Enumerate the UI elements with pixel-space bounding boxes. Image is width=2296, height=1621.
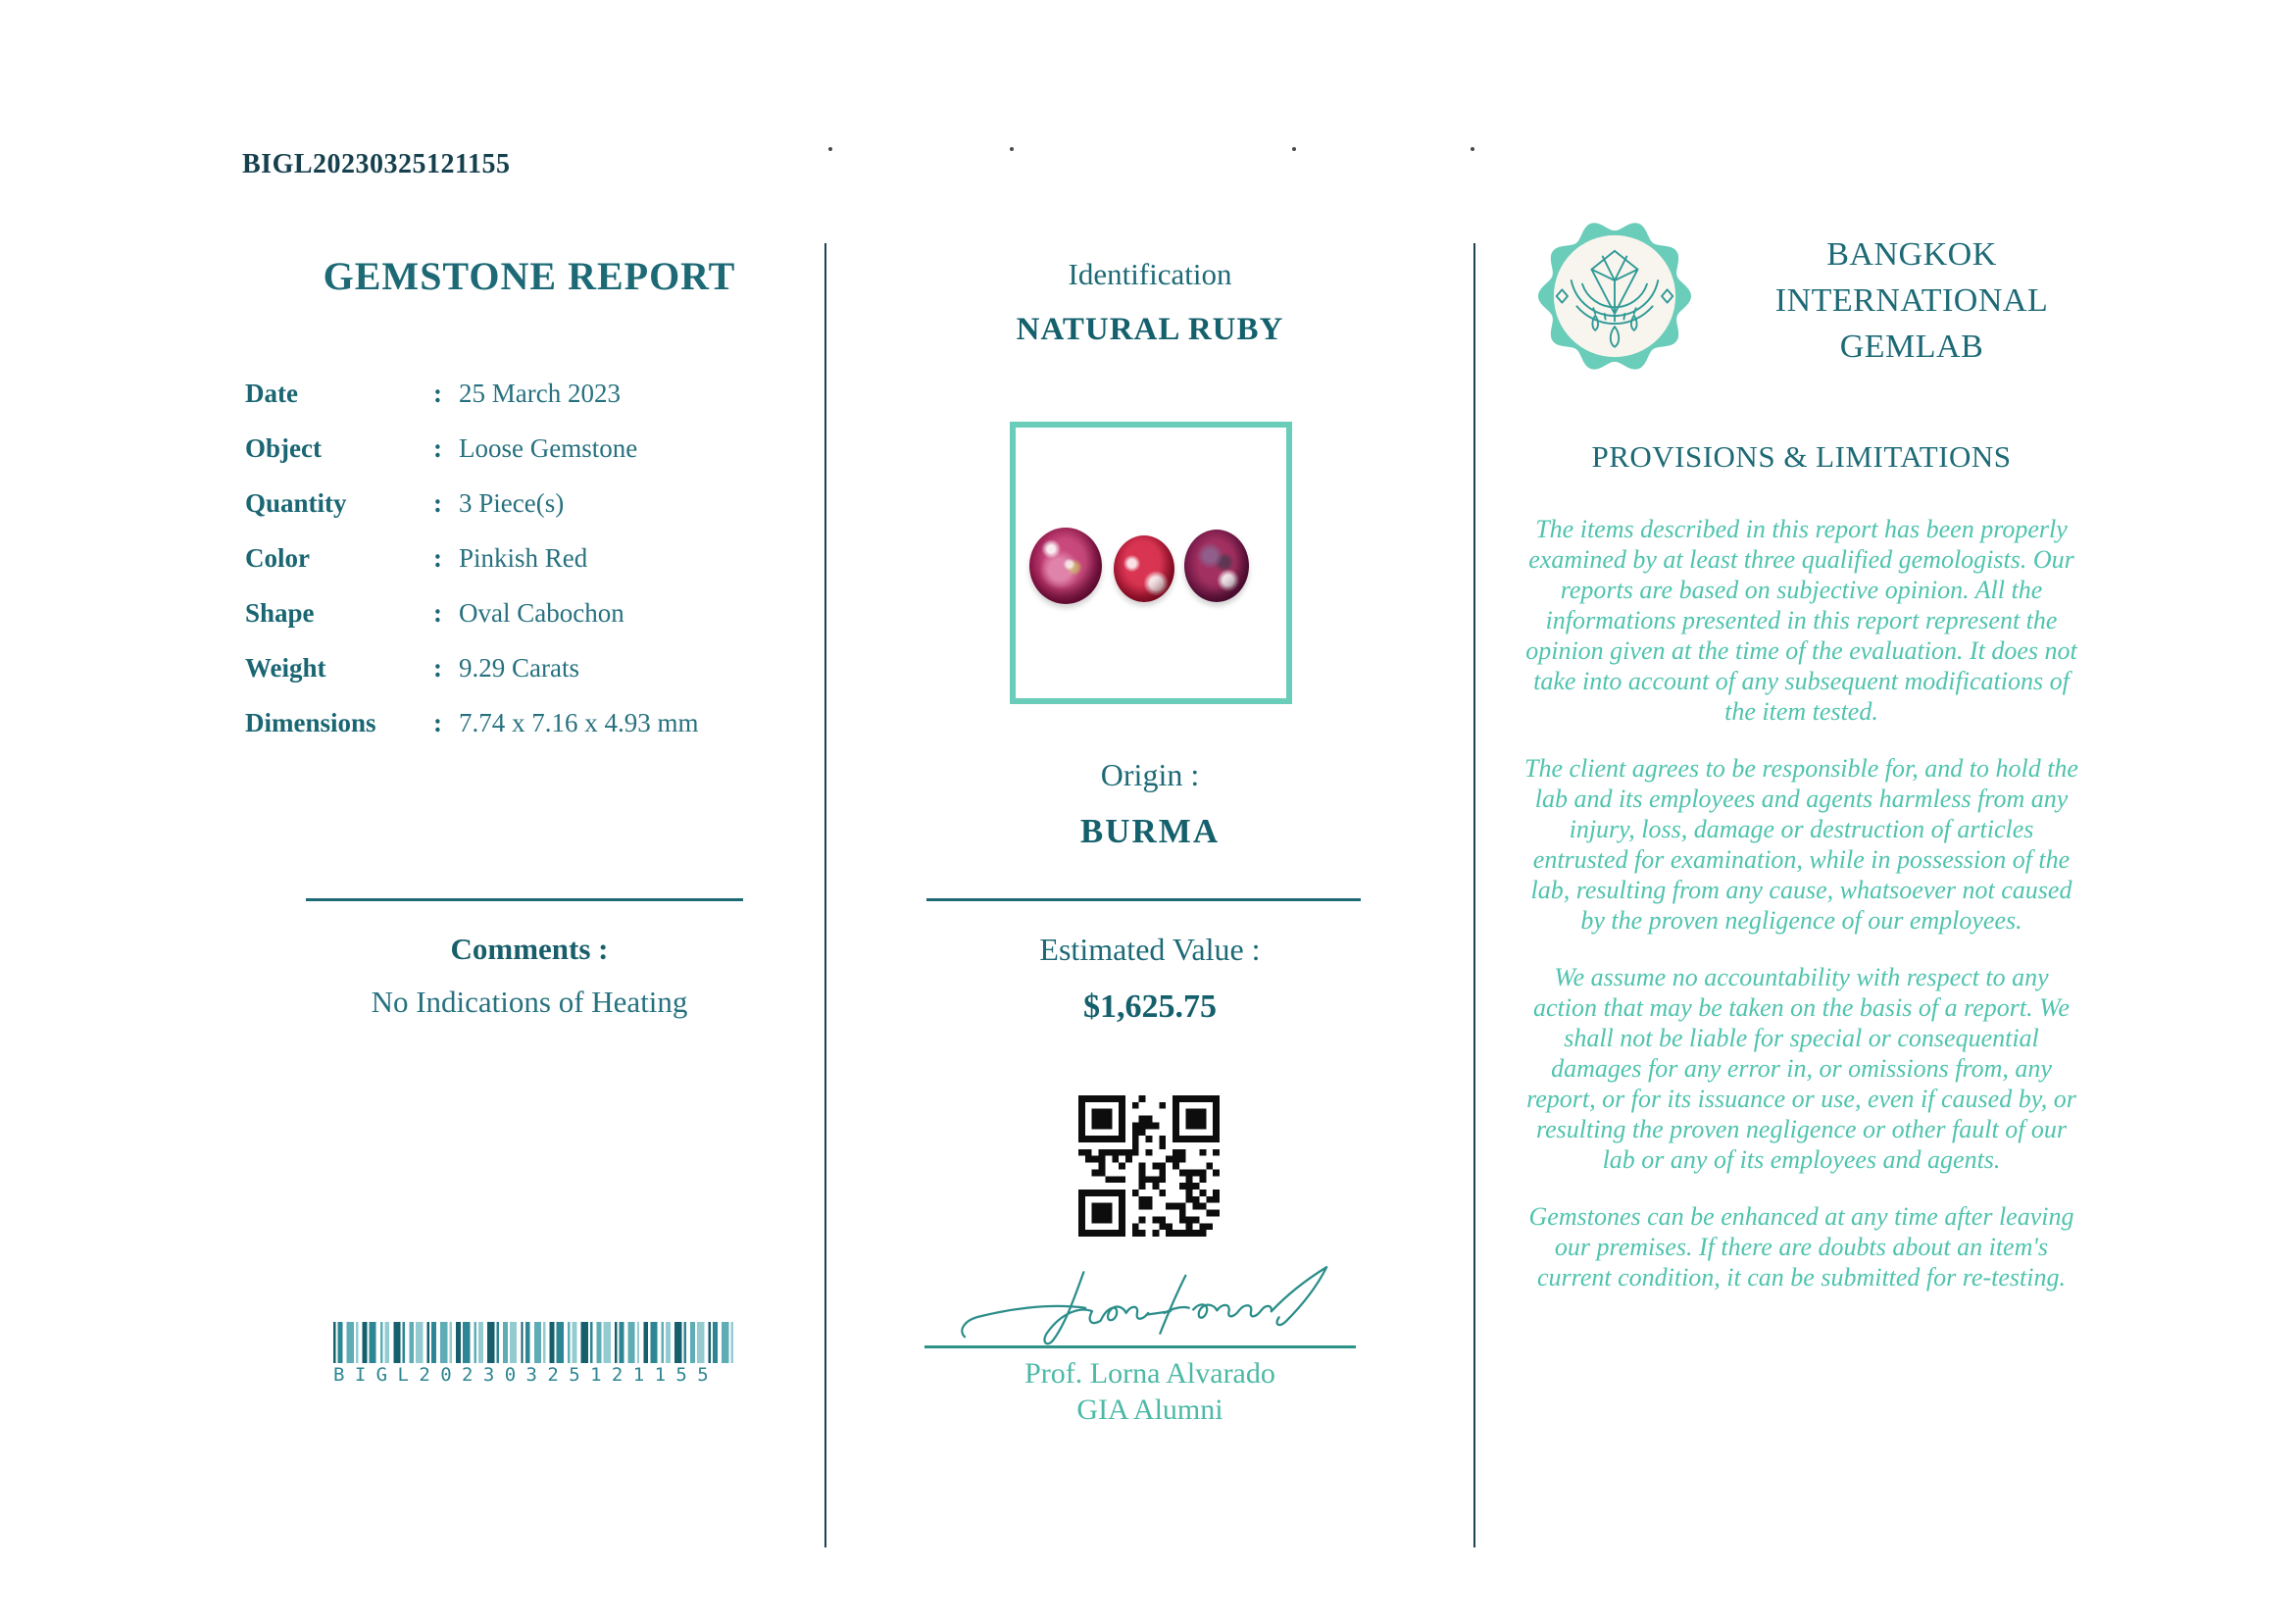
origin-value: BURMA (1079, 812, 1221, 850)
origin-label: Origin : (1100, 757, 1200, 792)
qr-code-icon (1078, 1095, 1220, 1237)
lab-name-line: GEMLAB (1839, 329, 1984, 365)
provision-paragraph: Gemstones can be enhanced at any time after leaving our premises. If there are doubts about an item's current condition, it can be submitted for re-testing. (1528, 1202, 2074, 1292)
detail-row-object (245, 435, 814, 462)
detail-colon: : (433, 653, 442, 683)
provision-paragraph: The items described in this report has been properly examined by at least three qualified gemologists. Our reports are based on subjective opinion. All the informations presented in this report represent the opinion given at the time of the evaluation. It does not take into account of any subsequent modifications of the item tested. (1525, 515, 2077, 726)
lab-name (1740, 231, 2083, 370)
report-title: GEMSTONE REPORT (323, 254, 736, 298)
ruby-photo-3 (1184, 530, 1249, 602)
provision-paragraph: We assume no accountability with respect to any action that may be taken on the basis of a report. We shall not be liable for special or consequential damages for any error in, or omissions from, any report, or for its issuance or use, even if caused by, or resulting the proven negligence or other fault of our lab or any of its employees and agents. (1526, 963, 2076, 1174)
signer-title: GIA Alumni (1076, 1393, 1223, 1426)
detail-label: Date (245, 379, 298, 408)
comments-heading: Comments : (450, 932, 609, 966)
lab-name-line: BANGKOK (1826, 236, 1997, 273)
detail-value: Loose Gemstone (459, 433, 638, 463)
detail-colon: : (433, 543, 442, 573)
estimated-value: $1,625.75 (1083, 988, 1217, 1025)
estimated-value-divider (926, 898, 1361, 901)
detail-value: 9.29 Carats (459, 653, 579, 683)
fold-mark (1010, 147, 1014, 151)
qr-code (1078, 1095, 1220, 1237)
detail-row-shape (245, 600, 814, 627)
fold-mark (1292, 147, 1296, 151)
identification-heading: Identification (1068, 257, 1232, 291)
ruby-photo-1 (1029, 528, 1102, 604)
barcode-text: BIGL20230325121155 (333, 1364, 720, 1386)
provisions-heading: PROVISIONS & LIMITATIONS (1591, 439, 2012, 474)
lab-logo (1536, 218, 1693, 375)
report-number: BIGL20230325121155 (242, 149, 511, 179)
ruby-photo-2 (1114, 535, 1174, 602)
identification-value: NATURAL RUBY (1016, 312, 1284, 347)
detail-label: Quantity (245, 488, 347, 518)
gem-photo-frame (1010, 422, 1292, 704)
detail-label: Color (245, 543, 310, 573)
detail-label: Weight (245, 653, 326, 683)
barcode-bars (333, 1322, 737, 1363)
detail-row-dimensions (245, 710, 814, 736)
column-divider-right (1473, 243, 1475, 1547)
detail-row-date (245, 380, 814, 407)
detail-value: 7.74 x 7.16 x 4.93 mm (459, 708, 699, 737)
comments-value: No Indications of Heating (371, 985, 688, 1019)
fold-mark (1471, 147, 1474, 151)
fold-mark (828, 147, 832, 151)
signer-name: Prof. Lorna Alvarado (1024, 1357, 1275, 1390)
report-details (245, 380, 814, 765)
barcode (333, 1322, 737, 1386)
detail-colon: : (433, 433, 442, 463)
detail-label: Object (245, 433, 322, 463)
estimated-value-label: Estimated Value : (1039, 932, 1261, 967)
detail-row-weight (245, 655, 814, 682)
signature-line (924, 1345, 1356, 1348)
detail-value: 25 March 2023 (459, 379, 621, 408)
comments-divider (306, 898, 743, 901)
provision-paragraph: The client agrees to be responsible for, and to hold the lab and its employees and agents harmless from any injury, loss, damage or destruction of articles entrusted for examination, while in possession of the lab, resulting from any cause, whatsoever not caused by the proven negligence of our employees. (1524, 754, 2078, 935)
detail-colon: : (433, 598, 442, 628)
detail-value: Oval Cabochon (459, 598, 624, 628)
provisions-text (1520, 514, 2083, 1319)
detail-value: Pinkish Red (459, 543, 588, 573)
signature (929, 1255, 1357, 1357)
detail-colon: : (433, 708, 442, 737)
detail-label: Dimensions (245, 708, 376, 737)
detail-label: Shape (245, 598, 315, 628)
detail-row-quantity (245, 490, 814, 517)
detail-colon: : (433, 379, 442, 408)
detail-value: 3 Piece(s) (459, 488, 565, 518)
detail-colon: : (433, 488, 442, 518)
column-divider-left (824, 243, 826, 1547)
detail-row-color (245, 545, 814, 572)
lab-name-line: INTERNATIONAL (1774, 282, 2049, 319)
